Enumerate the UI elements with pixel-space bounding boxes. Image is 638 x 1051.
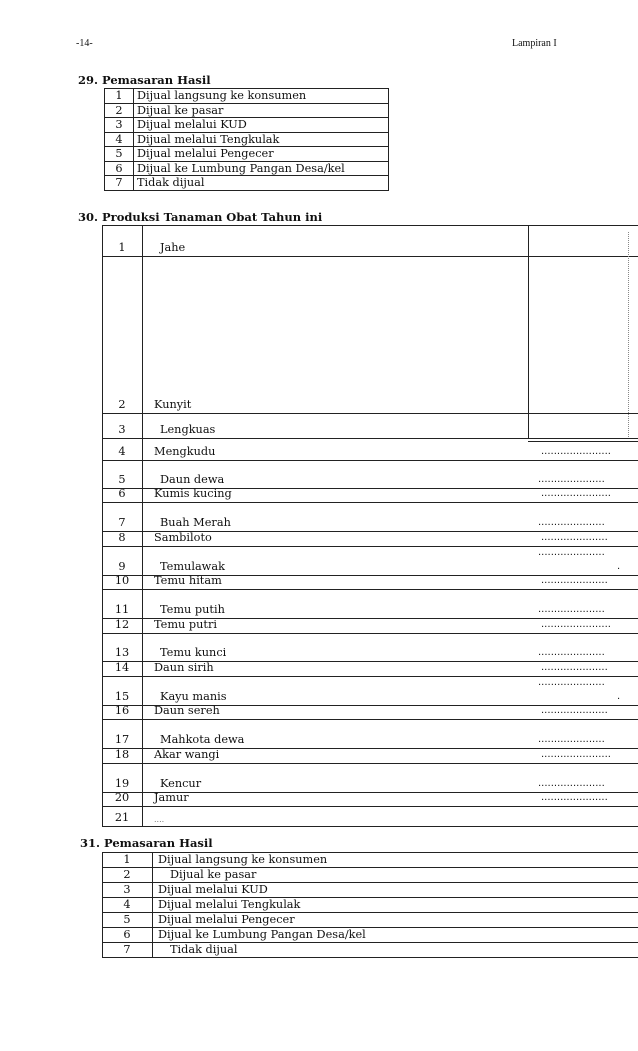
table-row bbox=[105, 147, 389, 162]
dotted-fill-end: . bbox=[617, 561, 621, 572]
row-number: 6 bbox=[123, 928, 131, 941]
table-rule bbox=[102, 225, 103, 826]
row-number: 2 bbox=[105, 103, 134, 118]
row-number: 8 bbox=[118, 531, 126, 544]
dotted-fill: ..................... bbox=[541, 575, 608, 586]
row-label: Temu kunci bbox=[160, 646, 227, 659]
row-number: 6 bbox=[118, 487, 126, 500]
row-label: Temu putih bbox=[160, 603, 225, 616]
row-label: Dijual ke Lumbung Pangan Desa/kel bbox=[158, 928, 366, 941]
table-rule bbox=[102, 460, 638, 461]
table-rule bbox=[528, 441, 638, 442]
row-label: Dijual ke Lumbung Pangan Desa/kel bbox=[134, 161, 389, 176]
row-label: Akar wangi bbox=[154, 748, 220, 761]
row-number: 4 bbox=[118, 445, 126, 458]
table-rule bbox=[102, 502, 638, 503]
row-label: Dijual melalui Pengecer bbox=[134, 147, 389, 162]
dotted-fill: ..................... bbox=[538, 604, 605, 615]
dotted-fill: ..................... bbox=[538, 734, 605, 745]
section-29-table bbox=[104, 88, 389, 191]
row-number: 6 bbox=[105, 161, 134, 176]
table-rule bbox=[102, 589, 638, 590]
row-label: Kayu manis bbox=[160, 690, 227, 703]
row-number: 20 bbox=[114, 791, 130, 804]
row-label: Lengkuas bbox=[160, 423, 216, 436]
row-number: 3 bbox=[118, 423, 126, 436]
row-label: Temu hitam bbox=[154, 574, 222, 587]
row-label: Dijual langsung ke konsumen bbox=[134, 89, 389, 104]
row-number: 2 bbox=[123, 868, 131, 881]
row-label: Temu putri bbox=[154, 618, 217, 631]
row-label: Dijual melalui Tengkulak bbox=[158, 898, 301, 911]
row-label: Temulawak bbox=[160, 560, 225, 573]
dotted-fill: ..................... bbox=[538, 647, 605, 658]
table-rule bbox=[102, 438, 638, 439]
dotted-rule bbox=[628, 232, 630, 437]
row-label: Daun dewa bbox=[160, 473, 225, 486]
row-label: Jahe bbox=[160, 241, 186, 254]
row-number: 15 bbox=[114, 690, 130, 703]
section-31-title: 31. Pemasaran Hasil bbox=[80, 836, 213, 850]
row-number: 7 bbox=[118, 516, 126, 529]
row-number: 2 bbox=[118, 398, 126, 411]
table-rule bbox=[102, 763, 638, 764]
row-number: 11 bbox=[114, 603, 130, 616]
table-rule bbox=[102, 806, 638, 807]
row-number: 18 bbox=[114, 748, 130, 761]
table-row bbox=[105, 103, 389, 118]
section-29-title: 29. Pemasaran Hasil bbox=[78, 73, 211, 87]
row-label: Kumis kucing bbox=[154, 487, 232, 500]
dotted-fill: ..................... bbox=[541, 532, 608, 543]
row-number: 4 bbox=[123, 898, 131, 911]
table-rule bbox=[102, 957, 638, 958]
dotted-fill: ..................... bbox=[541, 662, 608, 673]
row-number: 5 bbox=[118, 473, 126, 486]
row-number: 14 bbox=[114, 661, 130, 674]
row-label: Jamur bbox=[154, 791, 189, 804]
table-rule bbox=[102, 413, 638, 414]
row-number: 4 bbox=[105, 132, 134, 147]
row-number: 16 bbox=[114, 704, 130, 717]
row-number: 17 bbox=[114, 733, 130, 746]
dotted-fill: ..................... bbox=[541, 705, 608, 716]
dotted-fill: ..................... bbox=[538, 474, 605, 485]
row-label: Sambiloto bbox=[154, 531, 212, 544]
row-label: Tidak dijual bbox=[134, 176, 389, 191]
row-label: Dijual melalui Tengkulak bbox=[134, 132, 389, 147]
dotted-fill: ..................... bbox=[541, 792, 608, 803]
row-label: Dijual melalui Pengecer bbox=[158, 913, 295, 926]
dotted-fill: ..................... bbox=[538, 677, 605, 688]
row-label: Dijual ke pasar bbox=[134, 103, 389, 118]
row-number: 7 bbox=[105, 176, 134, 191]
dotted-fill: ...................... bbox=[541, 749, 611, 760]
row-number: 13 bbox=[114, 646, 130, 659]
dotted-fill: ...................... bbox=[541, 619, 611, 630]
row-number: 5 bbox=[105, 147, 134, 162]
row-label: Kencur bbox=[160, 777, 202, 790]
row-number: 12 bbox=[114, 618, 130, 631]
row-number: 10 bbox=[114, 574, 130, 587]
row-label: .... bbox=[154, 815, 165, 824]
table-row bbox=[105, 132, 389, 147]
row-label: Buah Merah bbox=[160, 516, 231, 529]
row-number: 3 bbox=[123, 883, 131, 896]
table-rule bbox=[102, 633, 638, 634]
row-number: 1 bbox=[123, 853, 131, 866]
row-number: 3 bbox=[105, 118, 134, 133]
row-label: Tidak dijual bbox=[170, 943, 238, 956]
row-number: 7 bbox=[123, 943, 131, 956]
page-number: -14- bbox=[76, 38, 93, 49]
row-label: Kunyit bbox=[154, 398, 192, 411]
section-30-title: 30. Produksi Tanaman Obat Tahun ini bbox=[78, 210, 323, 224]
row-label: Mengkudu bbox=[154, 445, 216, 458]
row-label: Daun sirih bbox=[154, 661, 214, 674]
dotted-fill: ..................... bbox=[538, 778, 605, 789]
row-number: 1 bbox=[118, 241, 126, 254]
dotted-fill: ..................... bbox=[538, 517, 605, 528]
table-row bbox=[105, 176, 389, 191]
row-label: Dijual ke pasar bbox=[170, 868, 257, 881]
table-rule bbox=[102, 256, 638, 257]
table-rule bbox=[102, 719, 638, 720]
row-number: 9 bbox=[118, 560, 126, 573]
row-label: Daun sereh bbox=[154, 704, 220, 717]
row-number: 5 bbox=[123, 913, 131, 926]
dotted-fill: ..................... bbox=[538, 547, 605, 558]
dotted-fill-end: . bbox=[617, 691, 621, 702]
table-row bbox=[105, 89, 389, 104]
dotted-fill: ...................... bbox=[541, 446, 611, 457]
row-label: Dijual melalui KUD bbox=[158, 883, 268, 896]
table-row bbox=[105, 118, 389, 133]
table-rule bbox=[142, 225, 143, 826]
dotted-fill: ...................... bbox=[541, 488, 611, 499]
row-label: Mahkota dewa bbox=[160, 733, 245, 746]
appendix-label: Lampiran I bbox=[512, 38, 557, 49]
row-label: Dijual langsung ke konsumen bbox=[158, 853, 328, 866]
row-label: Dijual melalui KUD bbox=[134, 118, 389, 133]
row-number: 19 bbox=[114, 777, 130, 790]
row-number: 1 bbox=[105, 89, 134, 104]
row-number: 21 bbox=[114, 811, 130, 824]
table-row bbox=[105, 161, 389, 176]
table-rule bbox=[102, 225, 638, 226]
table-rule bbox=[102, 826, 638, 827]
